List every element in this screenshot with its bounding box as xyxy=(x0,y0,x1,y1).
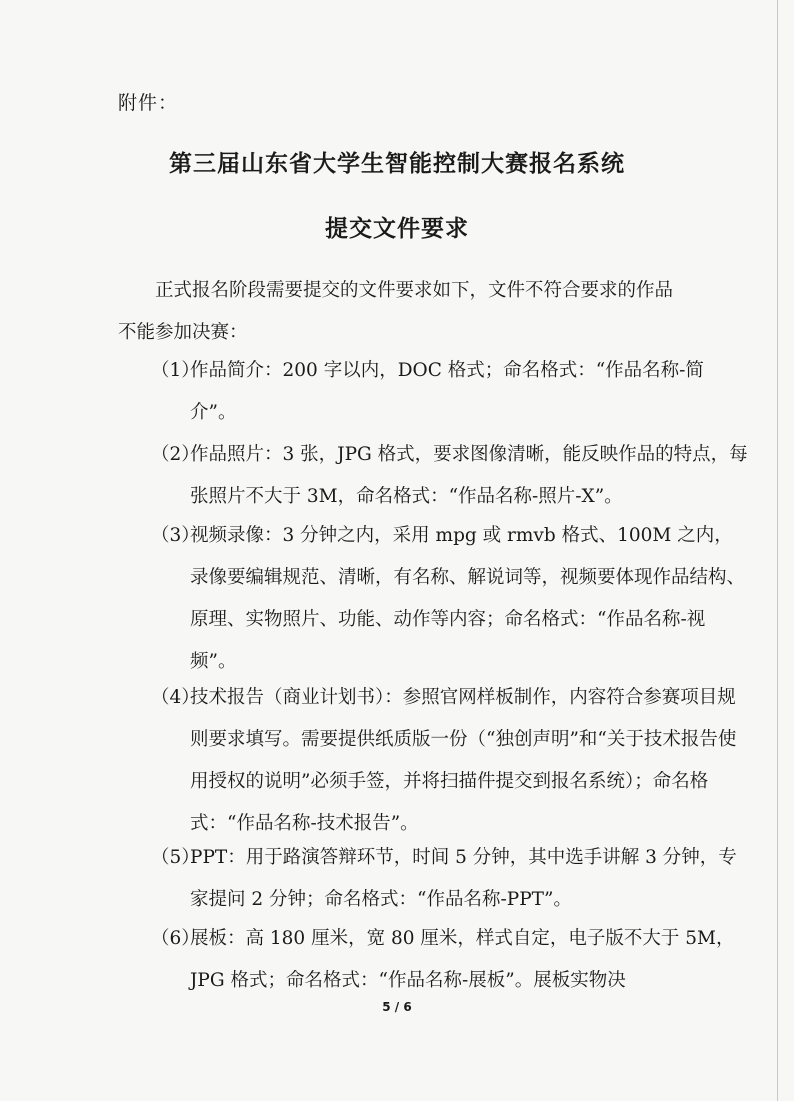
list-item xyxy=(118,515,750,683)
list-item xyxy=(118,837,750,921)
item-text: PPT：用于路演答辩环节，时间 5 分钟，其中选手讲解 3 分钟，专家提问 2 分钟；命名格式：“作品名称-PPT”。 xyxy=(190,847,737,910)
item-number: （1） xyxy=(151,360,200,381)
list-item xyxy=(118,350,750,434)
item-text: 视频录像：3 分钟之内，采用 mpg 或 rmvb 格式、100M 之内，录像要编辑规范、清晰，有名称、解说词等，视频要体现作品结构、原理、实物照片、功能、动作等内容；命名格式：“作品名称-视频”。 xyxy=(190,525,746,672)
intro-paragraph: 正式报名阶段需要提交的文件要求如下，文件不符合要求的作品不能参加决赛： xyxy=(118,280,674,343)
item-text: 作品简介：200 字以内，DOC 格式；命名格式：“作品名称-简介”。 xyxy=(190,360,704,423)
item-number: （5） xyxy=(151,847,200,868)
item-text: 展板：高 180 厘米，宽 80 厘米，样式自定，电子版不大于 5M，JPG 格式；命名格式：“作品名称-展板”。展板实物决 xyxy=(190,928,735,991)
list-item xyxy=(118,434,750,518)
document-title: 第三届山东省大学生智能控制大赛报名系统 xyxy=(169,151,625,177)
item-number: （3） xyxy=(151,525,200,546)
attachment-label: 附件： xyxy=(118,92,179,114)
item-text: 技术报告（商业计划书）：参照官网样板制作，内容符合参赛项目规则要求填写。需要提供纸质版一份（“独创声明”和“关于技术报告使用授权的说明”必须手签，并将扫描件提交到报名系统）；命名格式：“作品名称-技术报告”。 xyxy=(190,687,737,834)
item-number: （2） xyxy=(151,444,200,465)
item-text: 作品照片：3 张，JPG 格式，要求图像清晰，能反映作品的特点，每张照片不大于 3M，命名格式：“作品名称-照片-X”。 xyxy=(190,444,748,507)
list-item xyxy=(118,677,750,845)
item-number: （6） xyxy=(151,928,200,949)
item-number: （4） xyxy=(151,687,200,708)
page-number: 5 / 6 xyxy=(382,1000,412,1014)
list-item xyxy=(118,918,750,1002)
document-subtitle: 提交文件要求 xyxy=(325,216,469,242)
